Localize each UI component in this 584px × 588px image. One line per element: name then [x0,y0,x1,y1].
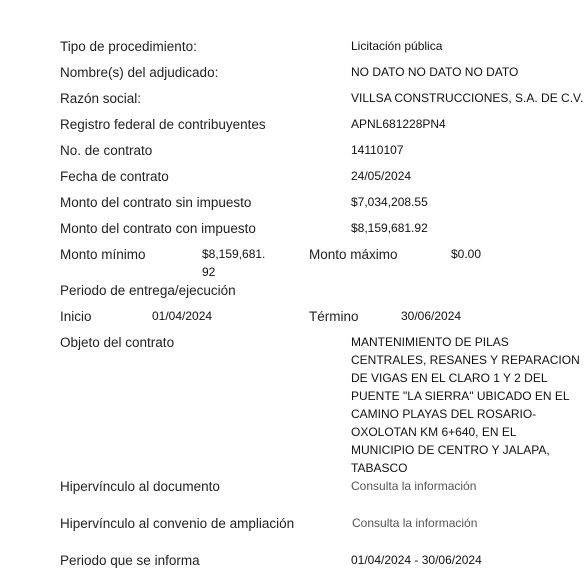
objeto-contrato-line: CAMINO PLAYAS DEL ROSARIO- [351,407,537,421]
objeto-contrato-line: PUENTE "LA SIERRA" UBICADO EN EL [351,389,570,403]
tipo-procedimiento-value: Licitación pública [351,39,443,53]
fecha-contrato-label: Fecha de contrato [60,169,169,184]
monto-sin-impuesto-label: Monto del contrato sin impuesto [60,195,252,210]
objeto-contrato-line: CENTRALES, RESANES Y REPARACION [351,353,580,367]
objeto-contrato-line: MANTENIMIENTO DE PILAS [351,335,509,349]
tipo-procedimiento-label: Tipo de procedimiento: [60,39,197,54]
periodo-informa-label: Periodo que se informa [60,553,200,568]
monto-maximo-value: $0.00 [451,247,482,261]
no-contrato-value: 14110107 [351,143,404,157]
razon-social-value: VILLSA CONSTRUCCIONES, S.A. DE C.V. [351,91,584,105]
monto-minimo-label: Monto mínimo [60,247,146,262]
hipervinculo-convenio-link[interactable]: Consulta la información [352,516,478,530]
inicio-value: 01/04/2024 [152,309,213,323]
monto-minimo-value-line1: $8,159,681. [202,247,266,261]
fecha-contrato-value: 24/05/2024 [351,169,412,183]
objeto-contrato-line: OXOLOTAN KM 6+640, EN EL [351,425,517,439]
rfc-value: APNL681228PN4 [351,117,446,131]
adjudicado-value: NO DATO NO DATO NO DATO [351,65,519,79]
no-contrato-label: No. de contrato [60,143,153,158]
objeto-contrato-line: MUNICIPIO DE CENTRO Y JALAPA, [351,443,550,457]
hipervinculo-documento-label: Hipervínculo al documento [60,479,220,494]
objeto-contrato-line: DE VIGAS EN EL CLARO 1 Y 2 DEL [351,371,548,385]
adjudicado-label: Nombre(s) del adjudicado: [60,65,219,80]
monto-maximo-label: Monto máximo [309,247,398,262]
periodo-informa-value: 01/04/2024 - 30/06/2024 [351,553,482,567]
razon-social-label: Razón social: [60,91,142,106]
monto-con-impuesto-label: Monto del contrato con impuesto [60,221,256,236]
termino-value: 30/06/2024 [401,309,462,323]
hipervinculo-documento-link[interactable]: Consulta la información [351,479,477,493]
inicio-label: Inicio [60,309,92,324]
monto-con-impuesto-value: $8,159,681.92 [351,221,428,235]
periodo-entrega-label: Periodo de entrega/ejecución [60,283,236,298]
monto-minimo-value-line2: 92 [202,265,216,279]
termino-label: Término [309,309,359,324]
rfc-label: Registro federal de contribuyentes [60,117,266,132]
monto-sin-impuesto-value: $7,034,208.55 [351,195,428,209]
objeto-contrato-line: TABASCO [351,461,408,475]
objeto-contrato-label: Objeto del contrato [60,335,175,350]
hipervinculo-convenio-label: Hipervínculo al convenio de ampliación [60,516,295,531]
